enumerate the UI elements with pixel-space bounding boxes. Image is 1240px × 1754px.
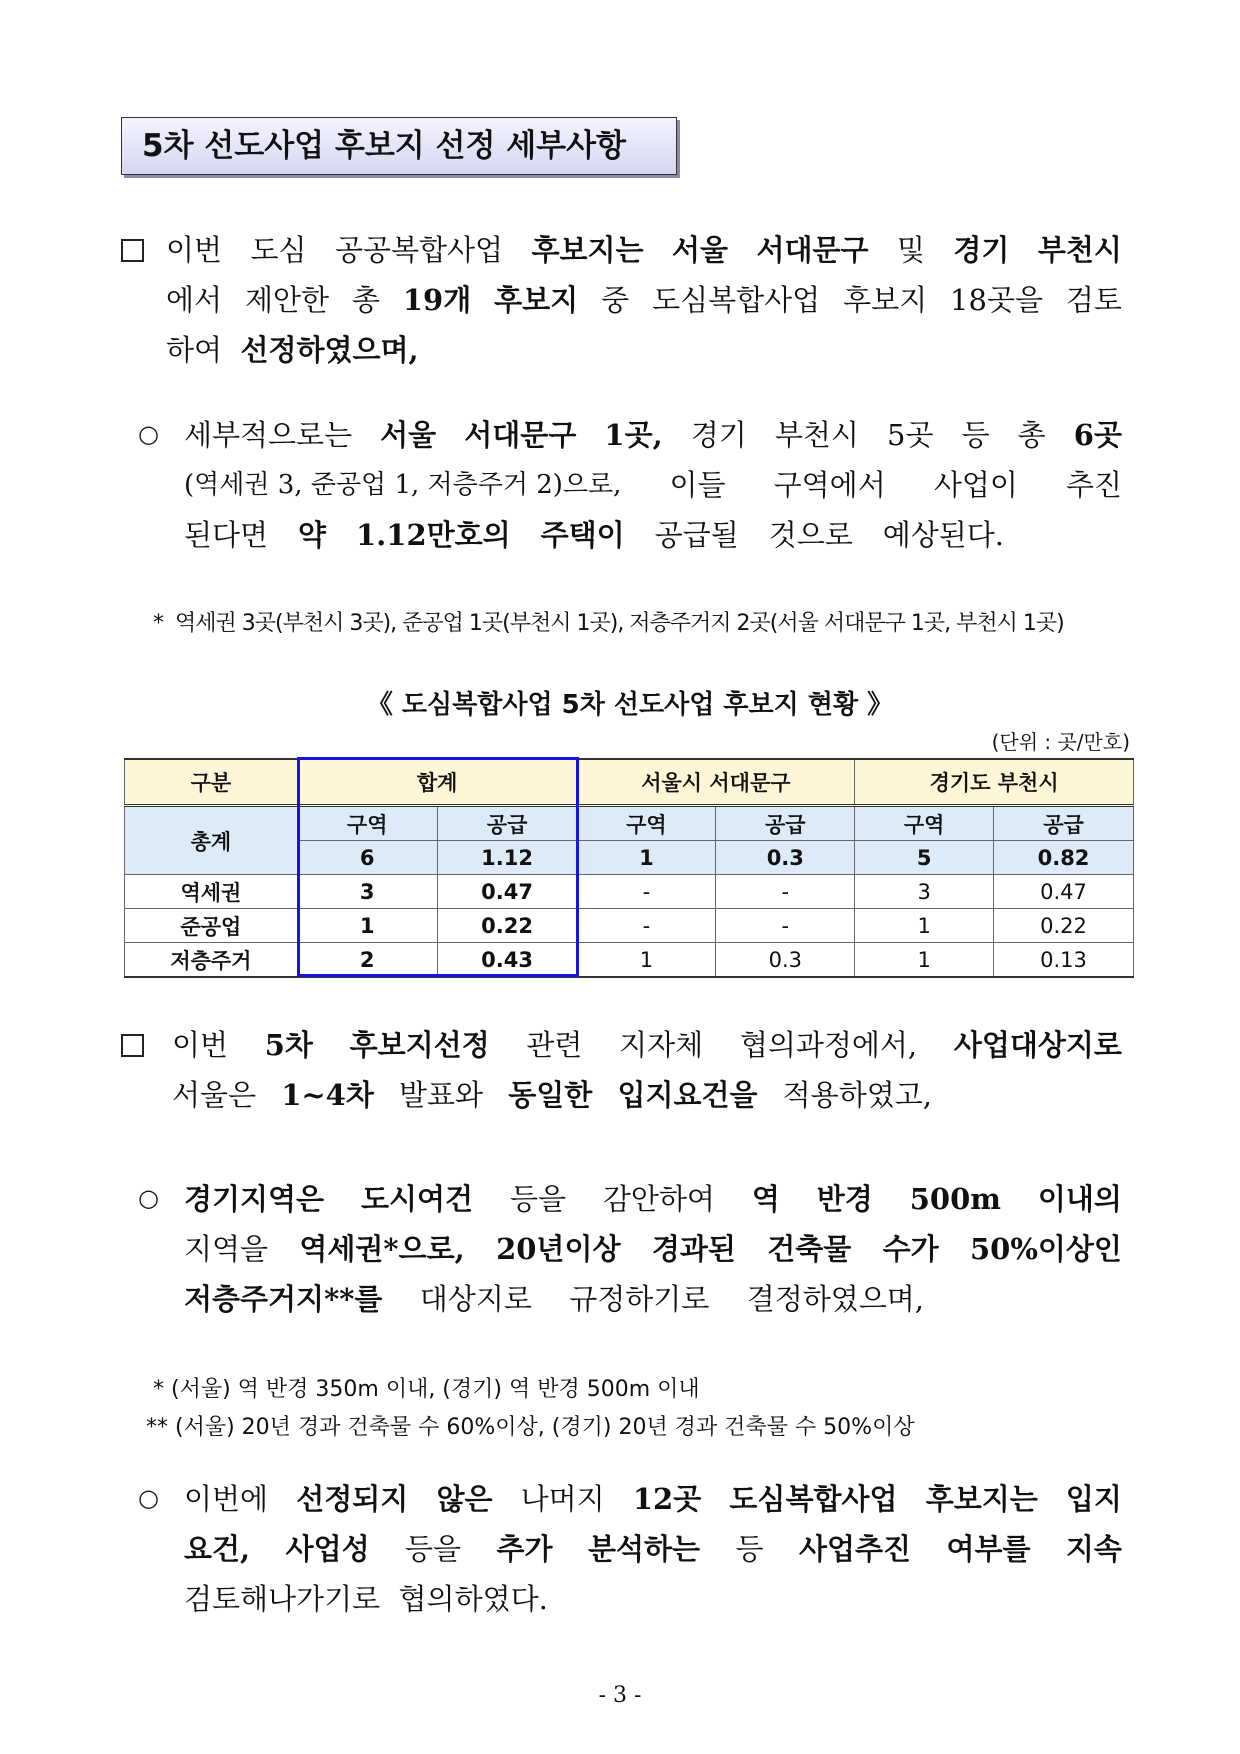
section1-line-2: 에서 제안한 총 19개 후보지 중 도심복합사업 후보지 18곳을 검토 xyxy=(166,283,1122,317)
sub3-line-2: 요건, 사업성 등을 추가 분석하는 등 사업추진 여부를 지속 xyxy=(184,1532,1122,1566)
sub1-line-2: (역세권 3, 준공업 1, 저층주거 2)으로, 이들 구역에서 사업이 추진 xyxy=(184,468,1122,502)
sub2-paragraph xyxy=(184,1174,1122,1324)
sub2-line-1: 경기지역은 도시여건 등을 감안하여 역 반경 500m 이내의 xyxy=(184,1182,1122,1216)
table-cell: - xyxy=(577,909,716,943)
header-cell: 서울시 서대문구 xyxy=(577,759,855,806)
row-label-cell: 준공업 xyxy=(125,909,298,943)
subheader-cell: 구역 xyxy=(577,806,716,841)
table-cell: - xyxy=(716,909,855,943)
section2-line-1: 이번 5차 후보지선정 관련 지자체 협의과정에서, 사업대상지로 xyxy=(172,1028,1122,1062)
subheader-cell: 구역 xyxy=(297,806,437,841)
table-cell: 0.3 xyxy=(716,943,855,978)
header-cell: 구분 xyxy=(125,759,298,806)
checkbox-bullet-icon xyxy=(121,239,144,262)
header-cell: 경기도 부천시 xyxy=(855,759,1134,806)
section2-line-2: 서울은 1~4차 발표와 동일한 입지요건을 적용하였고, xyxy=(172,1078,932,1112)
section2-paragraph xyxy=(172,1020,1122,1120)
table-cell: 6 xyxy=(297,841,437,875)
table-cell: 0.43 xyxy=(437,943,577,978)
subheader-cell: 공급 xyxy=(994,806,1134,841)
subheader-cell: 공급 xyxy=(437,806,577,841)
sub1-line-1: 세부적으로는 서울 서대문구 1곳, 경기 부천시 5곳 등 총 6곳 xyxy=(184,418,1122,452)
table-header-row xyxy=(125,759,1134,806)
table-cell: - xyxy=(716,875,855,909)
section-title: 5차 선도사업 후보지 선정 세부사항 xyxy=(142,128,626,164)
status-table xyxy=(124,758,1134,978)
sub3-paragraph xyxy=(184,1474,1122,1624)
page-number: - 3 - xyxy=(598,1683,642,1708)
row-label-cell: 저층주거 xyxy=(125,943,298,978)
sub2-line-3: 저층주거지**를 대상지로 규정하기로 결정하였으며, xyxy=(184,1282,924,1316)
table-cell: 0.47 xyxy=(994,875,1134,909)
table-cell: 0.82 xyxy=(994,841,1134,875)
table-cell: 0.3 xyxy=(716,841,855,875)
subheader-cell: 공급 xyxy=(716,806,855,841)
table-cell: 3 xyxy=(855,875,994,909)
section1-paragraph xyxy=(166,225,1122,375)
table-cell: 5 xyxy=(855,841,994,875)
table-cell: 0.22 xyxy=(437,909,577,943)
sub2-footnote-1: * (서울) 역 반경 350m 이내, (경기) 역 반경 500m 이내 xyxy=(153,1377,700,1402)
circle-bullet-icon: ○ xyxy=(138,1184,159,1212)
sub3-line-3: 검토해나가기로 협의하였다. xyxy=(184,1582,548,1616)
total-column-highlight xyxy=(297,757,579,977)
circle-bullet-icon: ○ xyxy=(138,420,159,448)
table-cell: 0.47 xyxy=(437,875,577,909)
circle-bullet-icon: ○ xyxy=(138,1484,159,1512)
table-row xyxy=(125,875,1134,909)
sub1-footnote: * 역세권 3곳(부천시 3곳), 준공업 1곳(부천시 1곳), 저층주거지 2곳(서울 서대문구 1곳, 부천시 1곳) xyxy=(153,611,1064,636)
sub2-footnote-2: ** (서울) 20년 경과 건축물 수 60%이상, (경기) 20년 경과 건축물 수 50%이상 xyxy=(146,1415,915,1440)
sub1-line-3: 된다면 약 1.12만호의 주택이 공급될 것으로 예상된다. xyxy=(184,518,1004,552)
header-cell: 합계 xyxy=(297,759,577,806)
section1-line-1: 이번 도심 공공복합사업 후보지는 서울 서대문구 및 경기 부천시 xyxy=(166,233,1122,267)
table-row xyxy=(125,943,1134,978)
table-cell: 2 xyxy=(297,943,437,978)
table-cell: 1 xyxy=(577,841,716,875)
table-title: 《 도심복합사업 5차 선도사업 후보지 현황 》 xyxy=(366,690,894,720)
table-subheader-row xyxy=(125,806,1134,841)
table-cell: 1 xyxy=(855,909,994,943)
table-cell: 1 xyxy=(297,909,437,943)
table-cell: 1 xyxy=(577,943,716,978)
table-cell: 1.12 xyxy=(437,841,577,875)
section1-line-3: 하여 선정하였으며, xyxy=(166,333,419,367)
sub2-line-2: 지역을 역세권*으로, 20년이상 경과된 건축물 수가 50%이상인 xyxy=(184,1232,1122,1266)
sub3-line-1: 이번에 선정되지 않은 나머지 12곳 도심복합사업 후보지는 입지 xyxy=(184,1482,1122,1516)
row-label-cell: 역세권 xyxy=(125,875,298,909)
section-title-box xyxy=(121,117,677,175)
table-cell: 0.13 xyxy=(994,943,1134,978)
subheader-cell: 구역 xyxy=(855,806,994,841)
table-unit: (단위 : 곳/만호) xyxy=(991,730,1130,754)
table-cell: 3 xyxy=(297,875,437,909)
table-cell: - xyxy=(577,875,716,909)
table-cell: 1 xyxy=(855,943,994,978)
checkbox-bullet-icon xyxy=(121,1034,144,1057)
table-cell: 0.22 xyxy=(994,909,1134,943)
total-label-cell: 총계 xyxy=(125,806,298,875)
table-row xyxy=(125,909,1134,943)
sub1-paragraph xyxy=(184,410,1122,560)
